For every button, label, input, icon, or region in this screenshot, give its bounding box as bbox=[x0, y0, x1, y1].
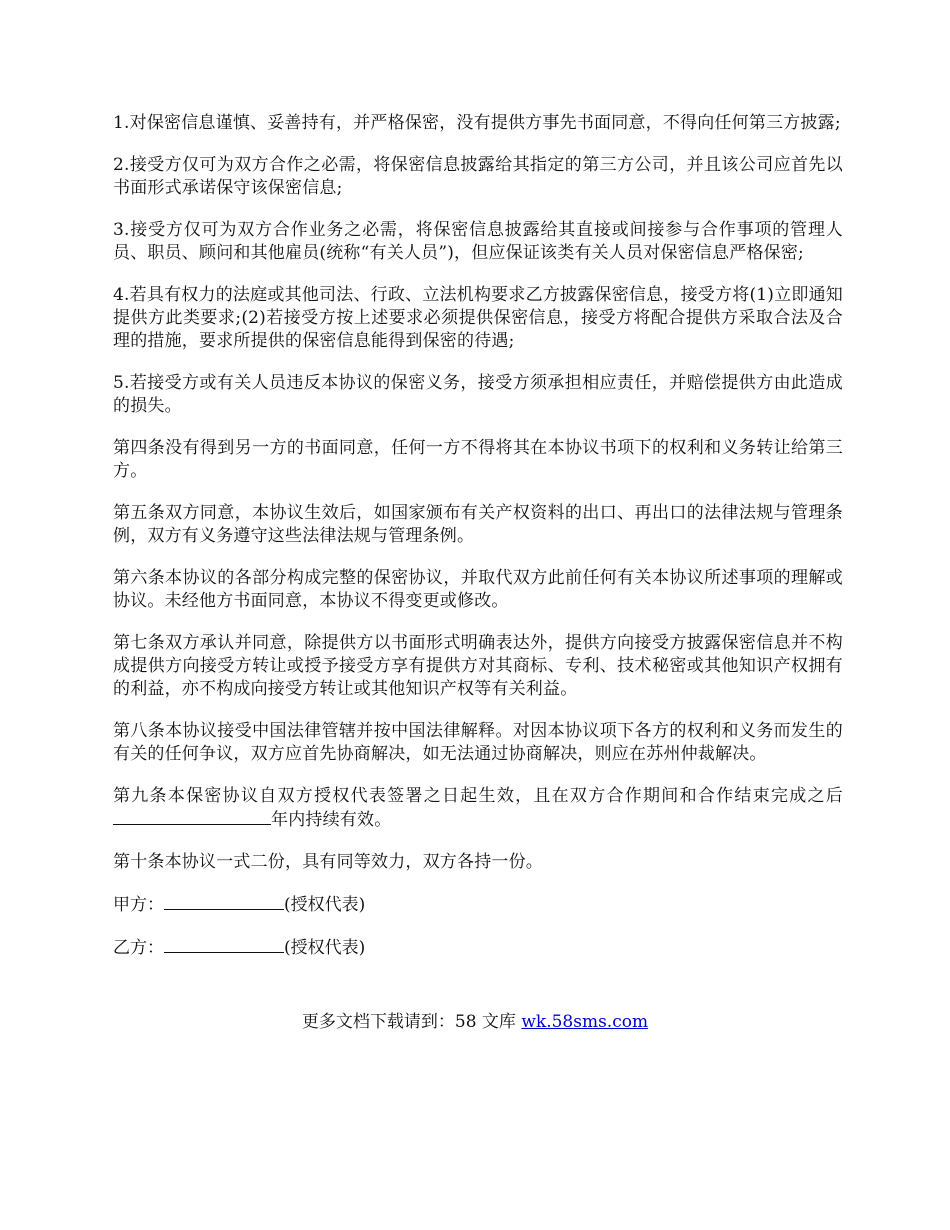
party-a-suffix: (授权代表) bbox=[284, 895, 366, 915]
article-8: 第八条本协议接受中国法律管辖并按中国法律解释。对因本协议项下各方的权利和义务而发生的有关的任何争议，双方应首先协商解决，如无法通过协商解决，则应在苏州仲裁解决。 bbox=[113, 721, 843, 764]
article-9-tail: 年内持续有效。 bbox=[271, 810, 392, 830]
clause-2: 2.接受方仅可为双方合作之必需，将保密信息披露给其指定的第三方公司，并且该公司应首先以书面形式承诺保守该保密信息; bbox=[113, 155, 843, 198]
footer-link[interactable]: wk.58sms.com bbox=[521, 1012, 649, 1032]
article-4: 第四条没有得到另一方的书面同意，任何一方不得将其在本协议书项下的权利和义务转让给第三方。 bbox=[113, 438, 843, 481]
footer bbox=[0, 1011, 950, 1034]
party-a-label: 甲方： bbox=[113, 895, 164, 915]
article-5: 第五条双方同意，本协议生效后，如国家颁布有关产权资料的出口、再出口的法律法规与管理条例，双方有义务遵守这些法律法规与管理条例。 bbox=[113, 503, 843, 546]
party-b-signature-line bbox=[113, 936, 843, 960]
party-b-suffix: (授权代表) bbox=[284, 938, 366, 958]
clause-5: 5.若接受方或有关人员违反本协议的保密义务，接受方须承担相应责任，并赔偿提供方由此造成的损失。 bbox=[113, 373, 843, 416]
article-10: 第十条本协议一式二份，具有同等效力，双方各持一份。 bbox=[113, 852, 543, 872]
years-blank-field[interactable] bbox=[113, 808, 271, 825]
party-a-signature-field[interactable] bbox=[164, 893, 284, 910]
article-9 bbox=[113, 785, 843, 832]
clause-3: 3.接受方仅可为双方合作业务之必需，将保密信息披露给其直接或间接参与合作事项的管理人员、职员、顾问和其他雇员(统称“有关人员”)，但应保证该类有关人员对保密信息严格保密; bbox=[113, 220, 843, 263]
party-b-label: 乙方： bbox=[113, 938, 164, 958]
article-9-text: 第九条本保密协议自双方授权代表签署之日起生效，且在双方合作期间和合作结束完成之后 bbox=[113, 786, 843, 806]
footer-text: 更多文档下载请到：58 文库 bbox=[301, 1012, 522, 1032]
clause-4: 4.若具有权力的法庭或其他司法、行政、立法机构要求乙方披露保密信息，接受方将(1)立即通知提供方此类要求;(2)若接受方按上述要求必须提供保密信息，接受方将配合提供方采取合法及合理的措施，要求所提供的保密信息能得到保密的待遇; bbox=[113, 285, 843, 351]
document-body bbox=[113, 112, 843, 979]
clause-1: 1.对保密信息谨慎、妥善持有，并严格保密，没有提供方事先书面同意，不得向任何第三方披露; bbox=[113, 113, 841, 133]
article-6: 第六条本协议的各部分构成完整的保密协议，并取代双方此前任何有关本协议所述事项的理解或协议。未经他方书面同意，本协议不得变更或修改。 bbox=[113, 568, 843, 611]
party-b-signature-field[interactable] bbox=[164, 936, 284, 953]
party-a-signature-line bbox=[113, 893, 843, 917]
article-7: 第七条双方承认并同意，除提供方以书面形式明确表达外，提供方向接受方披露保密信息并不构成提供方向接受方转让或授予接受方享有提供方对其商标、专利、技术秘密或其他知识产权拥有的利益，亦不构成向接受方转让或其他知识产权等有关利益。 bbox=[113, 633, 843, 699]
